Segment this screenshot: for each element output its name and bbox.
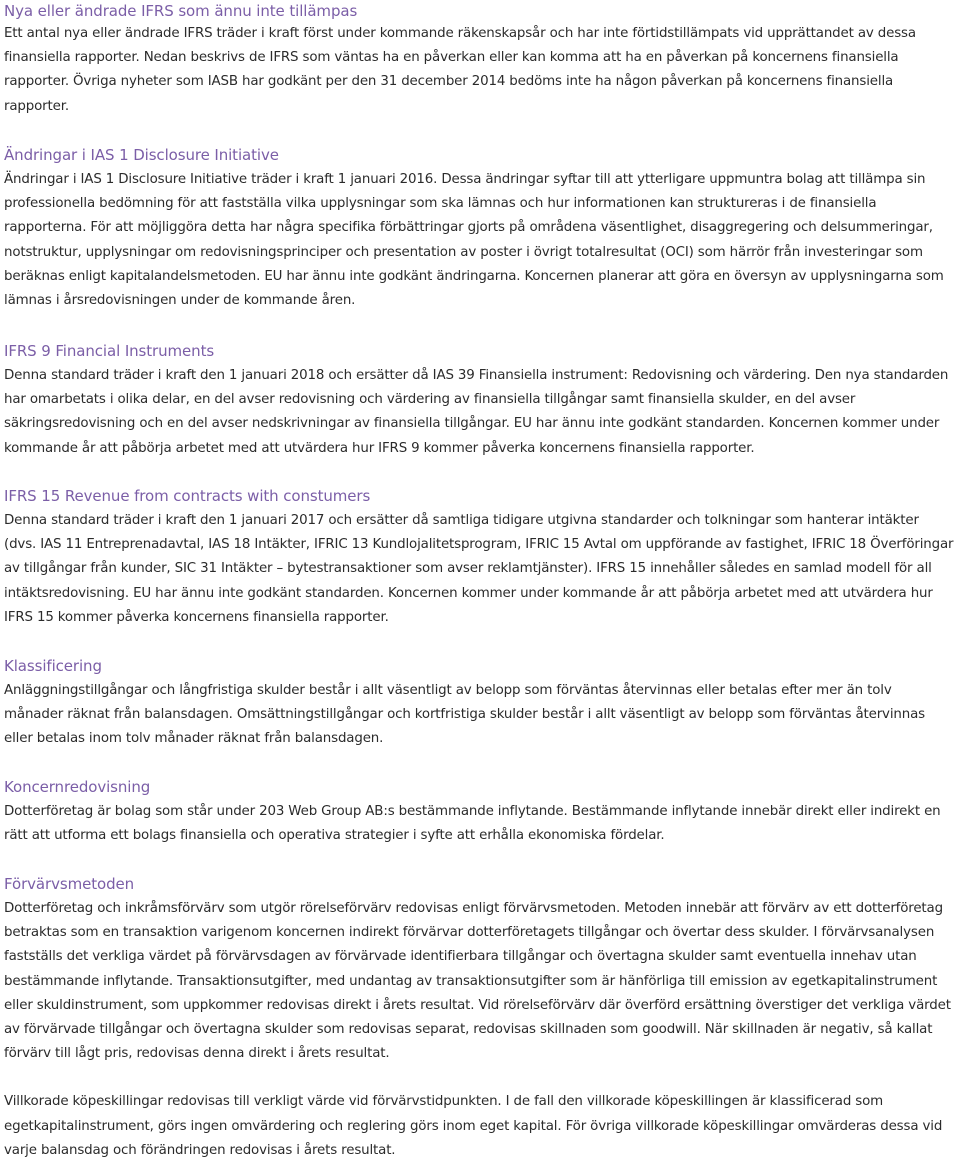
section-heading: Ändringar i IAS 1 Disclosure Initiative [4, 146, 279, 164]
section-forvarvsmetoden [4, 873, 956, 1163]
section-koncernredovisning [4, 776, 954, 848]
section-heading: IFRS 9 Financial Instruments [4, 342, 215, 360]
section-ifrs15 [4, 485, 954, 630]
section-paragraph: Dotterföretag är bolag som står under 203 Web Group AB:s bestämmande inflytande. Bestämmande inflytande innebär direkt eller indirekt en rätt att utforma ett bolags finansiella och operativa strategier i syfte att erhålla ekonomiska fördelar. [4, 804, 941, 844]
section-heading: Koncernredovisning [4, 778, 151, 796]
section-paragraph: Denna standard träder i kraft den 1 januari 2018 och ersätter då IAS 39 Finansiella instrument: Redovisning och värdering. Den nya standarden har omarbetats i olika delar, en del avser redovisning och värdering av finansiella tillgångar samt finansiella skulder, en del avser säkringsredovisning och en del avser nedskrivningar av finansiella tillgångar. EU har ännu inte godkänt standarden. Koncernen kommer under kommande år att påbörja arbetet med att utvärdera hur IFRS 9 kommer påverka koncernens finansiella rapporter. [4, 368, 949, 456]
section-paragraph: Villkorade köpeskillingar redovisas till verkligt värde vid förvärvstidpunkten. I de fall den villkorade köpeskillingen är klassificerad som egetkapitalinstrument, görs ingen omvärdering och reglering görs inom eget kapital. För övriga villkorade köpeskillingar omvärderas dessa vid varje balansdag och förändringen redovisas i årets resultat. [4, 1094, 943, 1158]
section-paragraph: Anläggningstillgångar och långfristiga skulder består i allt väsentligt av belopp som förväntas återvinnas eller betalas efter mer än tolv månader räknat från balansdagen. Omsättningstillgångar och kortfristiga skulder består i allt väsentligt av belopp som förväntas återvinnas eller betalas inom tolv månader räknat från balansdagen. [4, 683, 925, 747]
section-paragraph: Ett antal nya eller ändrade IFRS träder i kraft först under kommande räkenskapsår och har inte förtidstillämpats vid upprättandet av dessa finansiella rapporter. Nedan beskrivs de IFRS som väntas ha en påverkan eller kan komma att ha en påverkan på koncernens finansiella rapporter. Övriga nyheter som IASB har godkänt per den 31 december 2014 bedöms inte ha någon påverkan på koncernens finansiella rapporter. [4, 26, 916, 114]
section-heading: Nya eller ändrade IFRS som ännu inte tillämpas [4, 2, 358, 20]
section-paragraph: Dotterföretag och inkråmsförvärv som utgör rörelseförvärv redovisas enligt förvärvsmetoden. Metoden innebär att förvärv av ett dotterföretag betraktas som en transaktion varigenom koncernen indirekt förvärvar dotterföretagets tillgångar och övertar dess skulder. I förvärvsanalysen fastställs det verkliga värdet på förvärvsdagen av förvärvade identifierbara tillgångar och övertagna skulder samt eventuella innehav utan bestämmande inflytande. Transaktionsutgifter, med undantag av transaktionsutgifter som är hänförliga till emission av egetkapitalinstrument eller skuldinstrument, som uppkommer redovisas direkt i årets resultat. Vid rörelseförvärv där överförd ersättning överstiger det verkliga värdet av förvärvade tillgångar och övertagna skulder som redovisas separat, redovisas skillnaden som goodwill. När skillnaden är negativ, så kallat förvärv till lågt pris, redovisas denna direkt i årets resultat. [4, 901, 951, 1062]
section-paragraph: Denna standard träder i kraft den 1 januari 2017 och ersätter då samtliga tidigare utgivna standarder och tolkningar som hanterar intäkter (dvs. IAS 11 Entreprenadavtal, IAS 18 Intäkter, IFRIC 13 Kundlojalitetsprogram, IFRIC 15 Avtal om uppförande av fastighet, IFRIC 18 Överföringar av tillgångar från kunder, SIC 31 Intäkter – bytestransaktioner som avser reklamtjänster). IFRS 15 innehåller således en samlad modell för all intäktsredovisning. EU har ännu inte godkänt standarden. Koncernen kommer under kommande år att påbörja arbetet med att utvärdera hur IFRS 15 kommer påverka koncernens finansiella rapporter. [4, 513, 954, 625]
section-ifrs9 [4, 340, 954, 461]
section-heading: Förvärvsmetoden [4, 875, 135, 893]
section-paragraph: Ändringar i IAS 1 Disclosure Initiative träder i kraft 1 januari 2016. Dessa ändringar syftar till att ytterligare uppmuntra bolag att tillämpa sin professionella bedömning för att fastställa vilka upplysningar som ska lämnas och hur informationen kan struktureras i de finansiella rapporterna. För att möjliggöra detta har några specifika förbättringar gjorts på områdena väsentlighet, disaggregering och delsummeringar, notstruktur, upplysningar om redovisningsprinciper och presentation av poster i övrigt totalresultat (OCI) som härrör från investeringar som beräknas enligt kapitalandelsmetoden. EU har ännu inte godkänt ändringarna. Koncernen planerar att göra en översyn av upplysningarna som lämnas i årsredovisningen under de kommande åren. [4, 172, 944, 309]
section-heading: IFRS 15 Revenue from contracts with constumers [4, 487, 371, 505]
section-klassificering [4, 655, 954, 752]
section-ias1 [4, 144, 960, 313]
section-new-ifrs [4, 0, 954, 119]
section-heading: Klassificering [4, 657, 102, 675]
